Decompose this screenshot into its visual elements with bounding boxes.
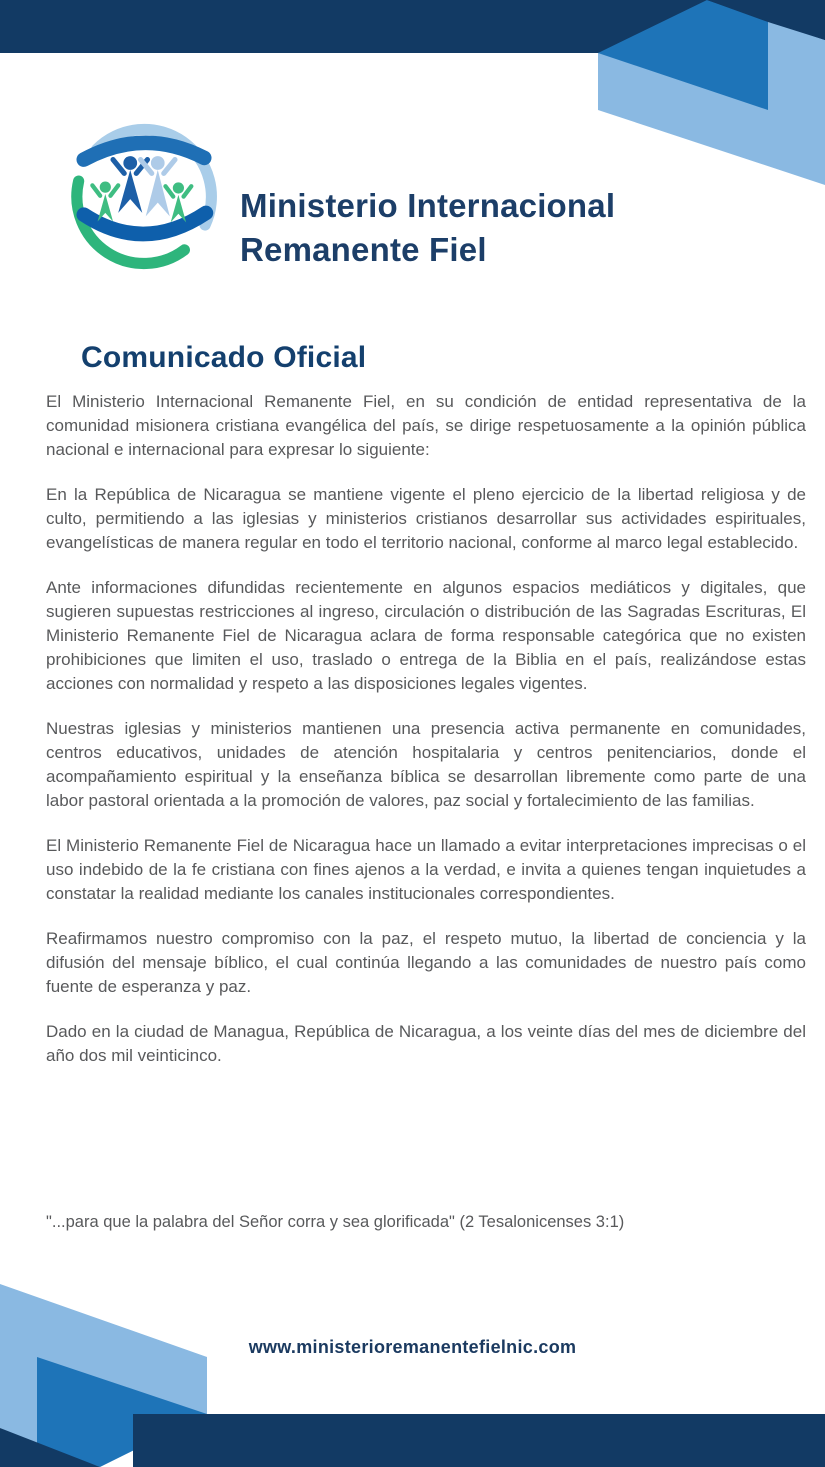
organization-title-line2: Remanente Fiel xyxy=(240,231,487,269)
paragraph-3: Ante informaciones difundidas recientemente en algunos espacios mediáticos y digitales, que sugieren supuestas restricciones al ingreso, circulación o distribución de las Sagradas Escrituras, El Ministerio Remanente Fiel de Nicaragua aclara de forma responsable categórica que no existen prohibiciones que limiten el uso, traslado o entrega de la Biblia en el país, realizándose estas acciones con normalidad y respeto a las disposiciones legales vigentes. xyxy=(46,578,806,693)
paragraph-6: Reafirmamos nuestro compromiso con la paz, el respeto mutuo, la libertad de conciencia y la difusión del mensaje bíblico, el cual continúa llegando a las comunidades de nuestro país como fuente de esperanza y paz. xyxy=(46,929,806,996)
paragraph-7: Dado en la ciudad de Managua, República de Nicaragua, a los veinte días del mes de diciembre del año dos mil veinticinco. xyxy=(46,1022,806,1065)
document-body xyxy=(46,390,806,1089)
paragraph-4: Nuestras iglesias y ministerios mantienen una presencia activa permanente en comunidades, centros educativos, unidades de atención hospitalaria y centros penitenciarios, donde el acompañamiento espiritual y la enseñanza bíblica se desarrollan libremente como parte de una labor pastoral orientada a la promoción de valores, paz social y fortalecimiento de las familias. xyxy=(46,719,806,810)
paragraph-1: El Ministerio Internacional Remanente Fiel, en su condición de entidad representativa de la comunidad misionera cristiana evangélica del país, se dirige respetuosamente a la opinión pública nacional e internacional para expresar lo siguiente: xyxy=(46,392,806,459)
person-light-blue-icon xyxy=(141,156,175,216)
scripture-quote: "...para que la palabra del Señor corra y sea glorificada" (2 Tesalonicenses 3:1) xyxy=(46,1212,625,1231)
organization-title-line1: Ministerio Internacional xyxy=(240,187,616,225)
top-hand-icon xyxy=(84,143,204,160)
document-heading: Comunicado Oficial xyxy=(81,340,367,374)
organization-title xyxy=(240,184,615,272)
footer-bar xyxy=(133,1414,825,1467)
paragraph-2: En la República de Nicaragua se mantiene vigente el pleno ejercicio de la libertad religiosa y de culto, permitiendo a las iglesias y ministerios cristianos desarrollar sus actividades espirituales, evangelísticas de manera regular en todo el territorio nacional, conforme al marco legal establecido. xyxy=(46,485,806,552)
ministry-logo-icon xyxy=(58,108,230,280)
website-url: www.ministerioremanentefielnic.com xyxy=(248,1337,577,1357)
paragraph-5: El Ministerio Remanente Fiel de Nicaragua hace un llamado a evitar interpretaciones imprecisas o el uso indebido de la fe cristiana con fines ajenos a la verdad, e invita a quienes tengan inquietudes a constatar la realidad mediante los canales institucionales correspondientes. xyxy=(46,836,806,903)
